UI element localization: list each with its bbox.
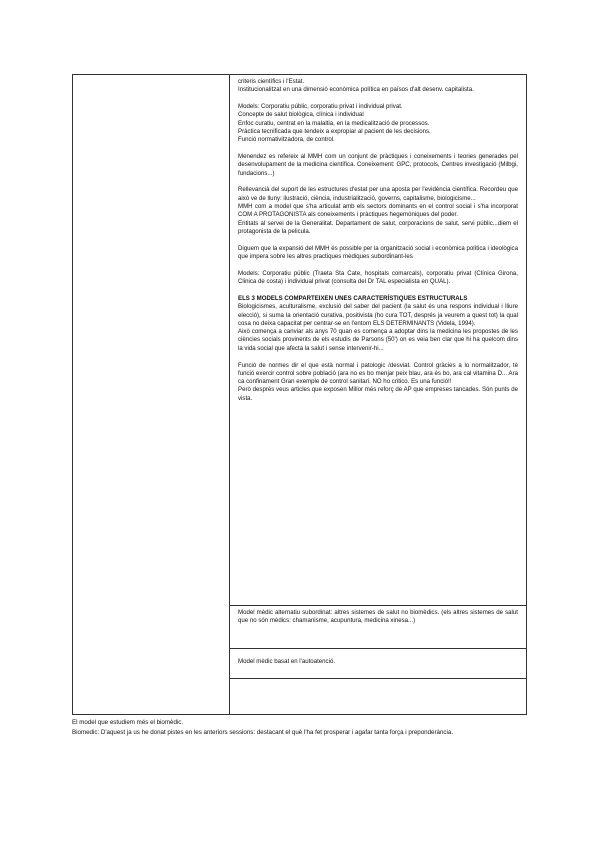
alternative-model-cell [230, 606, 526, 649]
note-line-2: Biomedic: D'aquest ja us he donat pistes en les anteriors sessions: destacant el què l'ha fet prosperar i agafar tanta força i preponderància. [72, 728, 454, 736]
section-heading: ELS 3 MODELS COMPARTEIXEN UNES CARACTERÍSTIQUES ESTRUCTURALS [238, 294, 468, 302]
paragraph-function: Funció de normes dir el que està normal i patologic /desviat. Control gràcies a lo normalitzador, té funció exercir control sobre població (ara no es bo menjar peix blau, ara és bo, ara cal vitamina D... Ara ca confinament Gran exemple de control sanitari. NO ho critico. Es una funció!! Però després veus articles que exposen Millor més reforç de AP que empreses tancades. Són punts de vista. [238, 361, 518, 402]
paragraph-models-examples: Models: Corporatiu públic (Traeta Sta Cate, hospitals comarcals), corporatiu privat (Clínica Girona, Clinica de costa) i individual privat (consulta del Dr TAL especialista en QUAL). [238, 269, 518, 286]
note-line-1: El model que estudiem més el biomèdic. [72, 719, 184, 726]
notes-table [72, 74, 527, 715]
paragraph-models: Models: Corporatiu públic, corporatiu privat i individual privat. Concepte de salut biològica, clínica i individual Enfoc curatiu, centrat en la malaltia, en la medicalització de processos. Pràctica tecnificada que tendeix a expropiar al pacient de les decisions. Funció normativitzadora, de control. [238, 103, 431, 144]
alternative-model-text: Model mèdic alternatiu subordinat: altres sistemes de salut no biomèdics. (els altres sistemes de salut que no són mèdics: chamanisme, acupuntura, medicina xinesa...) [238, 609, 518, 625]
paragraph-state-support: Rellevancià del suport de les estructures d'estat per una aposta per l'evidència científica. Recordeu que això ve de lluny: ilustració, ciència, industrialització, governs, capitalisme, biologicisme... MMH com a model que s'ha articulat amb els sectors dominants en el control social i s'ha incorporat COM A PROTAGONISTA als coneixements i pràctiques hegemòniques del poder. Entitats al servei de la Generalitat. Departament de salut, corporacions de salut, servi públic...diem el protagonista de la pelicula. [238, 186, 518, 235]
paragraph-menendez: Menendez es refereix al MMH com un conjunt de pràctiques i coneixements i teories generades pel desenvolupament de la medicina científica. Coneixement: GPC, protocols, Centres investigació (Milbgi, fundacions...) [238, 153, 518, 177]
paragraph-characteristics: ELS 3 MODELS COMPARTEIXEN UNES CARACTERÍSTIQUES ESTRUCTURALS Biologicismes, aculturalisme, exclusió del saber del pacient (la salut és una respons individual i lliure elecció), si suma la orientació curativa, positivista (ho cura TOT, després ja veurem a quest tot) la qual cosa no deixa capacitat per centrar-se en l'entorn ELS DETERMINANTS (Videla, 1994). Això comença a canviar als anys 70 quan es comença a adoptar dins la medicina les propostes de les ciències socials provinents de els estudis de Parsons (50') on es veia ben clar que hi ha quelcom dins la vida social que afecta la salut i sense intervenir-hi... [238, 294, 518, 352]
footer-notes [72, 718, 527, 738]
left-column-empty [73, 75, 230, 714]
right-column [230, 75, 526, 714]
self-care-model-cell [230, 649, 526, 679]
self-care-model-text: Model mèdic basat en l'autoatenció. [238, 658, 336, 665]
paragraph-1: criteris científics i l'Estat. Institucionalitzat en una dimensió econòmica política en països d'alt desenv. capitalista. [238, 78, 474, 94]
paragraph-expansion: Diguem que la expansió del MMH és possible per la organització social i econòmica política i ideològica que impera sobre les altres practiques mèdiques subordinant-les [238, 244, 518, 261]
hegemonic-model-cell [230, 75, 526, 606]
